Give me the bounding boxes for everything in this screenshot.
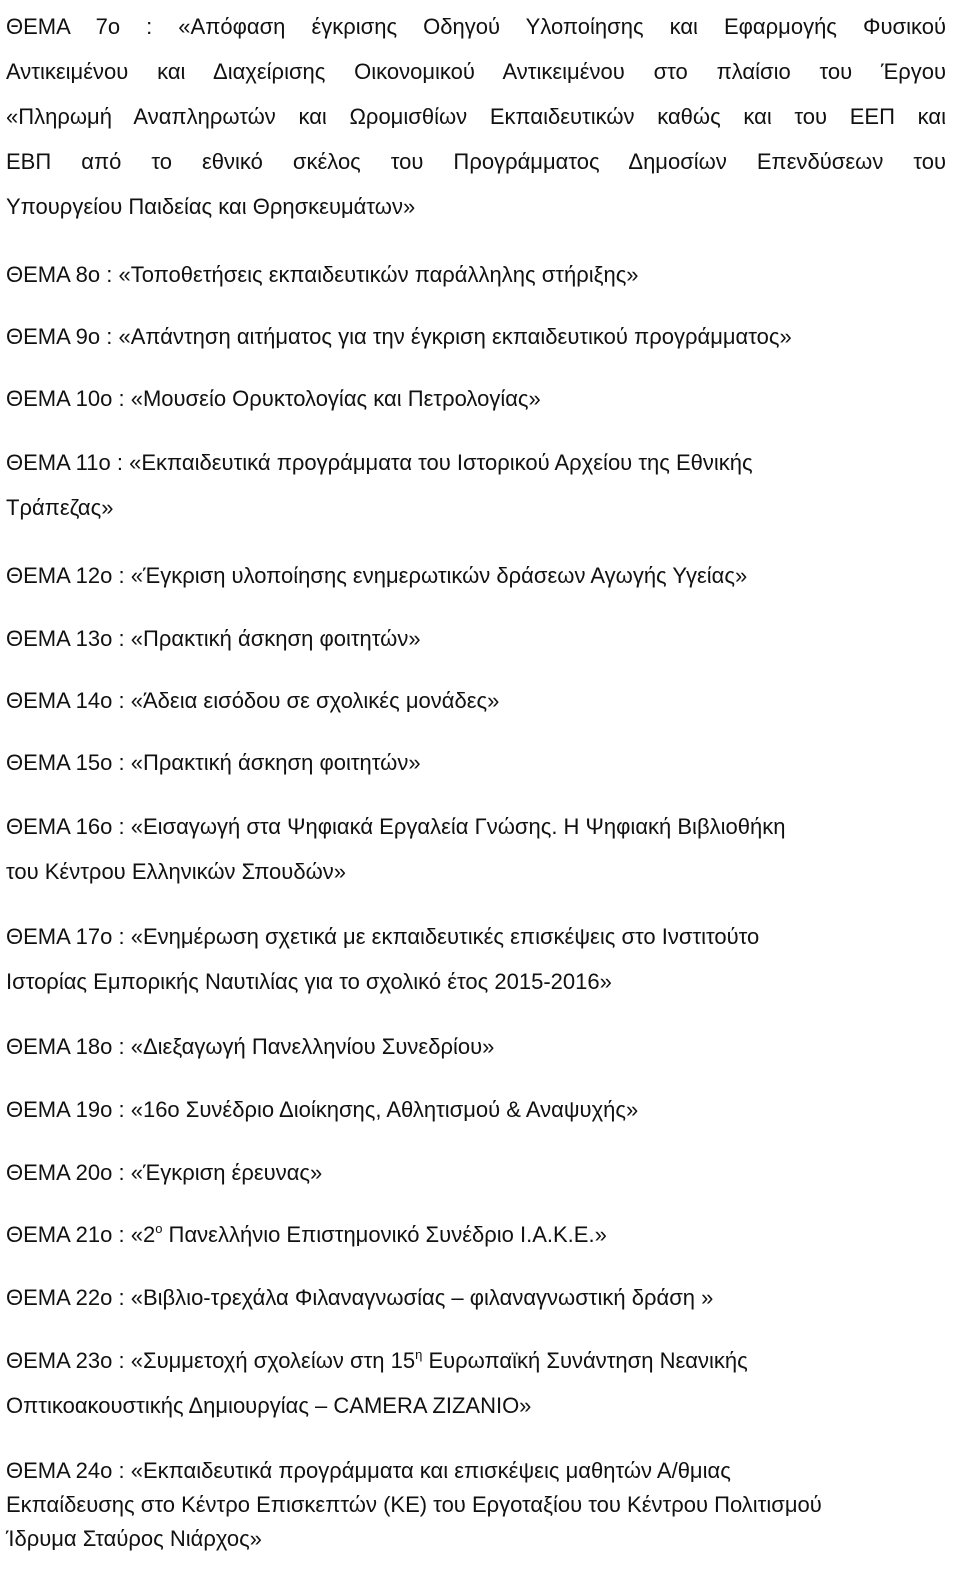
agenda-item-16-line-2: του Κέντρου Ελληνικών Σπουδών» <box>6 859 346 884</box>
agenda-item-17-line-1: ΘΕΜΑ 17ο : «Ενημέρωση σχετικά με εκπαιδευτικές επισκέψεις στο Ινστιτούτο <box>6 924 760 949</box>
agenda-item-17 <box>6 914 946 1004</box>
agenda-item-11-line-2: Τράπεζας» <box>6 495 114 520</box>
agenda-item-11-line-1: ΘΕΜΑ 11ο : «Εκπαιδευτικά προγράμματα του Ιστορικού Αρχείου της Εθνικής <box>6 450 753 475</box>
agenda-item-8: ΘΕΜΑ 8ο : «Τοποθετήσεις εκπαιδευτικών παράλληλης στήριξης» <box>6 262 639 287</box>
agenda-item-7-line-5: Υπουργείου Παιδείας και Θρησκευμάτων» <box>6 194 416 219</box>
agenda-item-24-line-2: Εκπαίδευσης στο Κέντρο Επισκεπτών (ΚΕ) του Εργοταξίου του Κέντρου Πολιτισμού <box>6 1492 822 1517</box>
agenda-item-11 <box>6 440 946 530</box>
agenda-item-10: ΘΕΜΑ 10ο : «Μουσείο Ορυκτολογίας και Πετρολογίας» <box>6 386 541 411</box>
agenda-item-7-line-4-text: από το εθνικό σκέλος του Προγράμματος Δημοσίων Επενδύσεων του <box>81 149 946 174</box>
agenda-item-17-line-2: Ιστορίας Εμπορικής Ναυτιλίας για το σχολικό έτος 2015-2016» <box>6 969 612 994</box>
agenda-item-7-line-2: Αντικειμένου και Διαχείρισης Οικονομικού Αντικειμένου στο πλαίσιο του Έργου <box>6 59 946 84</box>
agenda-item-23-line-1 <box>6 1338 946 1383</box>
agenda-item-22: ΘΕΜΑ 22ο : «Βιβλιο-τρεχάλα Φιλαναγνωσίας – φιλαναγνωστική δράση » <box>6 1285 714 1310</box>
agenda-item-13: ΘΕΜΑ 13ο : «Πρακτική άσκηση φοιτητών» <box>6 626 421 651</box>
agenda-item-7 <box>6 4 946 229</box>
agenda-item-24 <box>6 1454 946 1556</box>
agenda-item-24-line-1: ΘΕΜΑ 24ο : «Εκπαιδευτικά προγράμματα και επισκέψεις μαθητών Α/θμιας <box>6 1458 731 1483</box>
agenda-item-16-line-1: ΘΕΜΑ 16ο : «Εισαγωγή στα Ψηφιακά Εργαλεία Γνώσης. Η Ψηφιακή Βιβλιοθήκη <box>6 814 786 839</box>
agenda-item-23-superscript: η <box>415 1347 423 1362</box>
agenda-item-14: ΘΕΜΑ 14ο : «Άδεια εισόδου σε σχολικές μονάδες» <box>6 688 500 713</box>
agenda-item-7-line-4 <box>6 139 946 184</box>
agenda-item-20: ΘΕΜΑ 20ο : «Έγκριση έρευνας» <box>6 1160 323 1185</box>
agenda-item-12: ΘΕΜΑ 12ο : «Έγκριση υλοποίησης ενημερωτικών δράσεων Αγωγής Υγείας» <box>6 563 748 588</box>
agenda-item-21-superscript: ο <box>155 1221 163 1236</box>
agenda-item-21-post: Πανελλήνιο Επιστημονικό Συνέδριο Ι.Α.Κ.Ε.» <box>162 1222 607 1247</box>
agenda-item-7-line-3: «Πληρωμή Αναπληρωτών και Ωρομισθίων Εκπαιδευτικών καθώς και του ΕΕΠ και <box>6 104 946 129</box>
agenda-item-23-pre: ΘΕΜΑ 23ο : «Συμμετοχή σχολείων στη 15 <box>6 1348 416 1373</box>
agenda-item-7-line-4-prefix: ΕΒΠ <box>6 149 52 174</box>
agenda-item-21-pre: ΘΕΜΑ 21ο : «2 <box>6 1222 156 1247</box>
agenda-item-23-post: Ευρωπαϊκή Συνάντηση Νεανικής <box>422 1348 748 1373</box>
agenda-item-16 <box>6 804 946 894</box>
agenda-item-24-line-3: Ίδρυμα Σταύρος Νιάρχος» <box>6 1526 262 1551</box>
agenda-item-7-line-1: ΘΕΜΑ 7ο : «Απόφαση έγκρισης Οδηγού Υλοποίησης και Εφαρμογής Φυσικού <box>6 14 946 39</box>
agenda-item-23-line-2: Οπτικοακουστικής Δημιουργίας – CAMERA ZIZANIO» <box>6 1393 532 1418</box>
agenda-item-9: ΘΕΜΑ 9ο : «Απάντηση αιτήματος για την έγκριση εκπαιδευτικού προγράμματος» <box>6 324 792 349</box>
agenda-item-15: ΘΕΜΑ 15ο : «Πρακτική άσκηση φοιτητών» <box>6 750 421 775</box>
agenda-item-23 <box>6 1338 946 1428</box>
agenda-item-21 <box>6 1212 946 1257</box>
agenda-item-18: ΘΕΜΑ 18ο : «Διεξαγωγή Πανελληνίου Συνεδρίου» <box>6 1034 495 1059</box>
agenda-item-19: ΘΕΜΑ 19ο : «16ο Συνέδριο Διοίκησης, Αθλητισμού & Αναψυχής» <box>6 1097 639 1122</box>
